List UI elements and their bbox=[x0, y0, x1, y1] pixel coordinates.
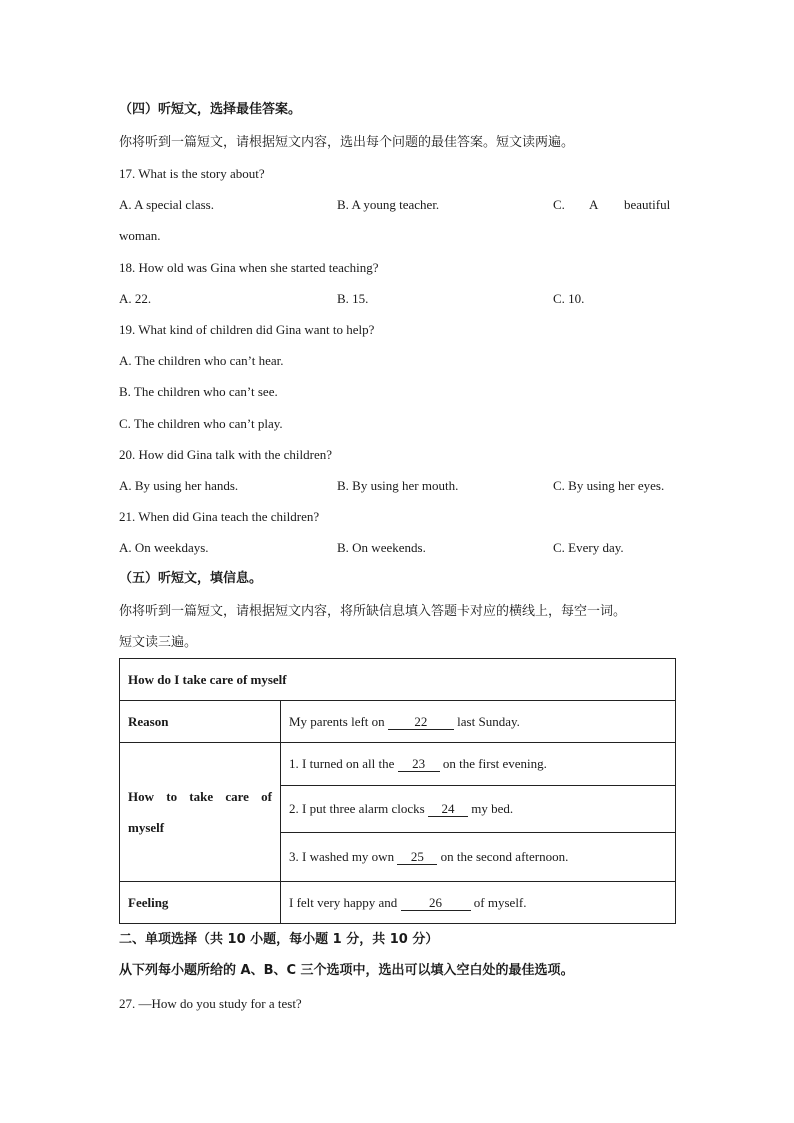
blank-23: 23 bbox=[398, 757, 440, 772]
how-label-line2: myself bbox=[128, 820, 165, 835]
question-17-option-c-word2: beautiful bbox=[624, 197, 671, 212]
how-item-2 bbox=[281, 786, 676, 833]
item1-text-pre: 1. I turned on all the bbox=[289, 756, 395, 771]
question-19-option-c: C. The children who can’t play. bbox=[119, 416, 283, 431]
blank-24: 24 bbox=[428, 802, 468, 817]
item3-text-pre: 3. I washed my own bbox=[289, 849, 395, 864]
item2-text-pre: 2. I put three alarm clocks bbox=[289, 801, 425, 816]
question-17-option-a: A. A special class. bbox=[119, 197, 214, 212]
question-18-stem: 18. How old was Gina when she started teaching? bbox=[119, 260, 379, 275]
question-18-option-a: A. 22. bbox=[119, 291, 152, 306]
blank-26: 26 bbox=[401, 896, 471, 911]
reason-text-pre: My parents left on bbox=[289, 713, 385, 729]
feeling-cell bbox=[281, 882, 676, 924]
question-27-stem: 27. —How do you study for a test? bbox=[119, 996, 302, 1011]
question-20-stem: 20. How did Gina talk with the children? bbox=[119, 447, 333, 462]
question-17-stem: 17. What is the story about? bbox=[119, 166, 265, 181]
item3-text-post: on the second afternoon. bbox=[440, 849, 569, 864]
question-20-option-b: B. By using her mouth. bbox=[337, 478, 459, 493]
section4-instruction: 你将听到一篇短文，请根据短文内容，选出每个问题的最佳答案。短文读两遍。 bbox=[119, 135, 575, 150]
table-row-header bbox=[120, 659, 676, 701]
how-label-line1: How to take care of bbox=[128, 789, 272, 804]
section5-title: （五）听短文，填信息。 bbox=[119, 571, 263, 586]
question-21-option-c: C. Every day. bbox=[553, 540, 624, 555]
how-item-1 bbox=[281, 743, 676, 786]
question-21-option-b: B. On weekends. bbox=[337, 540, 426, 555]
question-21-option-a: A. On weekdays. bbox=[119, 540, 209, 555]
question-19-option-b: B. The children who can’t see. bbox=[119, 384, 278, 399]
feeling-text-pre: I felt very happy and bbox=[289, 894, 398, 910]
question-17-option-c-prefix: C. bbox=[553, 197, 565, 212]
table-row-feeling bbox=[120, 882, 676, 924]
part2-title: 二、单项选择（共 10 小题，每小题 1 分，共 10 分） bbox=[119, 932, 439, 947]
item2-text-post: my bed. bbox=[471, 801, 514, 816]
question-18-option-c: C. 10. bbox=[553, 291, 585, 306]
question-19-stem: 19. What kind of children did Gina want to help? bbox=[119, 322, 375, 337]
question-21-stem: 21. When did Gina teach the children? bbox=[119, 509, 320, 524]
table-row-reason bbox=[120, 701, 676, 743]
item1-text-post: on the first evening. bbox=[442, 756, 547, 771]
blank-22: 22 bbox=[388, 715, 454, 730]
question-17-option-c-word1: A bbox=[589, 197, 599, 212]
how-item-3 bbox=[281, 833, 676, 882]
info-table bbox=[119, 658, 676, 924]
question-17-option-c-word3: woman. bbox=[119, 228, 161, 243]
section5-instruction-2: 短文读三遍。 bbox=[119, 635, 198, 650]
feeling-label: Feeling bbox=[120, 882, 281, 924]
reason-cell bbox=[281, 701, 676, 743]
question-20-option-a: A. By using her hands. bbox=[119, 478, 239, 493]
section5-instruction-1: 你将听到一篇短文，请根据短文内容，将所缺信息填入答题卡对应的横线上，每空一词。 bbox=[119, 604, 627, 619]
question-19-option-a: A. The children who can’t hear. bbox=[119, 353, 284, 368]
question-18-option-b: B. 15. bbox=[337, 291, 369, 306]
question-17-option-b: B. A young teacher. bbox=[337, 197, 440, 212]
feeling-text-post: of myself. bbox=[473, 894, 527, 910]
reason-text-post: last Sunday. bbox=[457, 713, 520, 729]
section4-title: （四）听短文，选择最佳答案。 bbox=[119, 102, 302, 117]
table-header: How do I take care of myself bbox=[120, 659, 676, 701]
part2-instruction: 从下列每小题所给的 A、B、C 三个选项中，选出可以填入空白处的最佳选项。 bbox=[119, 963, 574, 978]
question-20-option-c: C. By using her eyes. bbox=[553, 478, 665, 493]
blank-25: 25 bbox=[397, 850, 437, 865]
table-row-how-1 bbox=[120, 743, 676, 786]
how-label bbox=[120, 743, 281, 882]
reason-label: Reason bbox=[120, 701, 281, 743]
